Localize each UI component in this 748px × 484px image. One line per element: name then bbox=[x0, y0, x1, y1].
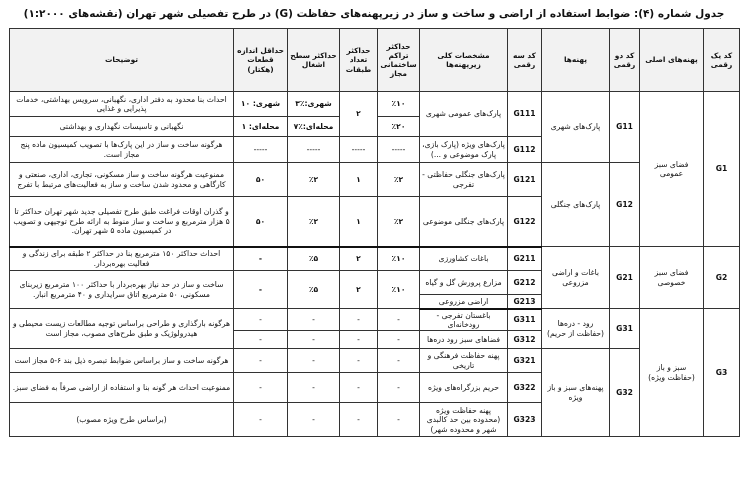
cell-g31-note: هرگونه بارگذاری و طراحی براساس توجیه مطالعات زیست محیطی و هیدرولوژیک و طبق طرح‌های مصوب، مجاز است bbox=[10, 309, 234, 349]
cell-g311-floors: - bbox=[340, 309, 378, 331]
header-code1: کد یک رقمی bbox=[704, 29, 740, 92]
cell-g212-density: ٪۱۰ bbox=[378, 271, 420, 309]
cell-g323-floors: - bbox=[340, 403, 378, 437]
cell-g122-min: ۵۰ bbox=[234, 197, 288, 247]
cell-g111-note-b: نگهبانی و تاسیسات نگهداری و بهداشتی bbox=[10, 117, 234, 137]
cell-g323-min: - bbox=[234, 403, 288, 437]
cell-g212-coverage: ٪۵ bbox=[288, 271, 340, 309]
cell-g321-min: - bbox=[234, 349, 288, 373]
header-zones: پهنه‌ها bbox=[542, 29, 610, 92]
cell-g31-code: G31 bbox=[610, 309, 640, 349]
cell-g112-note: هرگونه ساخت و ساز در این پارک‌ها با تصویب کمیسیون ماده پنج مجاز است. bbox=[10, 137, 234, 163]
cell-g11-coverage-a: شهری:٪۳ bbox=[288, 92, 340, 117]
cell-g11-floors: ۲ bbox=[340, 92, 378, 137]
cell-g323-note: (براساس طرح ویژه مصوب) bbox=[10, 403, 234, 437]
cell-g112-code: G112 bbox=[508, 137, 542, 163]
cell-g121-note: ممنوعیت هرگونه ساخت و ساز مسکونی، تجاری، اداری، صنعتی و کارگاهی و محدود شدن ساخت و ساز به فعالیت‌های مرتبط با تفرج bbox=[10, 163, 234, 197]
cell-g322-coverage: - bbox=[288, 373, 340, 403]
cell-g122-coverage: ٪۲ bbox=[288, 197, 340, 247]
cell-g322-spec: حریم بزرگراه‌های ویژه bbox=[420, 373, 508, 403]
table-title: جدول شماره (۴): ضوابط استفاده از اراضی و ساخت و ساز در زیرپهنه‌های حفاظت (G) در طرح تفصیلی شهر تهران (نقشه‌های ۱:۲۰۰۰) bbox=[23, 8, 725, 20]
cell-g323-spec: پهنه حفاظت ویژه (محدوده بین حد کالبدی شهر و محدوده شهر) bbox=[420, 403, 508, 437]
cell-g121-density: ٪۲ bbox=[378, 163, 420, 197]
cell-g21-name: باغات و اراضی مزروعی bbox=[542, 247, 610, 309]
cell-g112-coverage: ----- bbox=[288, 137, 340, 163]
cell-g323-density: - bbox=[378, 403, 420, 437]
table-row bbox=[10, 163, 740, 197]
cell-g311-density: - bbox=[378, 309, 420, 331]
cell-g32-code: G32 bbox=[610, 349, 640, 437]
cell-g3-code: G3 bbox=[704, 309, 740, 437]
zoning-table bbox=[9, 28, 740, 437]
cell-g2-name: فضای سبز خصوصی bbox=[640, 247, 704, 309]
cell-g321-note: هرگونه ساخت و ساز براساس ضوابط تبصره ذیل بند ۶-۵ مجاز است bbox=[10, 349, 234, 373]
cell-g311-spec: باغستان تفرجی - رودخانه‌ای bbox=[420, 309, 508, 331]
cell-g323-code: G323 bbox=[508, 403, 542, 437]
cell-g212-min: - bbox=[234, 271, 288, 309]
cell-g211-coverage: ٪۵ bbox=[288, 247, 340, 271]
header-spec: مشخصات کلی زیرپهنه‌ها bbox=[420, 29, 508, 92]
header-coverage: حداکثر سطح اشغال bbox=[288, 29, 340, 92]
cell-g311-code: G311 bbox=[508, 309, 542, 331]
cell-g11-min-a: شهری: ۱۰ bbox=[234, 92, 288, 117]
cell-g122-density: ٪۲ bbox=[378, 197, 420, 247]
table-row bbox=[10, 92, 740, 117]
cell-g12-name: پارک‌های جنگلی bbox=[542, 163, 610, 247]
header-floors: حداکثر تعداد طبقات bbox=[340, 29, 378, 92]
cell-g213-code: G213 bbox=[508, 295, 542, 309]
cell-g212-code: G212 bbox=[508, 271, 542, 295]
cell-g312-density: - bbox=[378, 331, 420, 349]
cell-g322-code: G322 bbox=[508, 373, 542, 403]
cell-g321-density: - bbox=[378, 349, 420, 373]
cell-g211-min: - bbox=[234, 247, 288, 271]
cell-g211-spec: باغات کشاورزی bbox=[420, 247, 508, 271]
cell-g322-note: ممنوعیت احداث هر گونه بنا و استفاده از اراضی صرفاً به فضای سبز. bbox=[10, 373, 234, 403]
cell-g12-code: G12 bbox=[610, 163, 640, 247]
cell-g312-coverage: - bbox=[288, 331, 340, 349]
cell-g311-min: - bbox=[234, 309, 288, 331]
header-min-area: حداقل اندازه قطعات (هکتار) bbox=[234, 29, 288, 92]
cell-g212-spec: مزارع پرورش گل و گیاه bbox=[420, 271, 508, 295]
cell-g111-density-b: ٪۲۰ bbox=[378, 117, 420, 137]
cell-g213-spec: اراضی مزروعی bbox=[420, 295, 508, 309]
cell-g322-density: - bbox=[378, 373, 420, 403]
cell-g322-floors: - bbox=[340, 373, 378, 403]
header-main-zone: پهنه‌های اصلی bbox=[640, 29, 704, 92]
cell-g111-density-a: ٪۱۰ bbox=[378, 92, 420, 117]
cell-g122-spec: پارک‌های جنگلی موضوعی bbox=[420, 197, 508, 247]
cell-g111-note-a: احداث بنا محدود به دفتر اداری، نگهبانی، سرویس بهداشتی، خدمات پذیرایی و غذایی bbox=[10, 92, 234, 117]
cell-g322-min: - bbox=[234, 373, 288, 403]
cell-g312-spec: فضاهای سبز رود دره‌ها bbox=[420, 331, 508, 349]
cell-g321-floors: - bbox=[340, 349, 378, 373]
cell-g32-name: پهنه‌های سبز و باز ویژه bbox=[542, 349, 610, 437]
cell-g211-floors: ۲ bbox=[340, 247, 378, 271]
cell-g212-floors: ۲ bbox=[340, 271, 378, 309]
cell-g312-code: G312 bbox=[508, 331, 542, 349]
header-notes: توضیحات bbox=[10, 29, 234, 92]
cell-g122-floors: ۱ bbox=[340, 197, 378, 247]
cell-g112-density: ----- bbox=[378, 137, 420, 163]
cell-g121-coverage: ٪۲ bbox=[288, 163, 340, 197]
cell-g321-coverage: - bbox=[288, 349, 340, 373]
cell-g211-density: ٪۱۰ bbox=[378, 247, 420, 271]
cell-g121-min: ۵۰ bbox=[234, 163, 288, 197]
cell-g211-code: G211 bbox=[508, 247, 542, 271]
cell-g31-name: رود - دره‌ها (حفاظت از حریم) bbox=[542, 309, 610, 349]
cell-g11-coverage-b: محله‌ای:٪۷ bbox=[288, 117, 340, 137]
cell-g121-floors: ۱ bbox=[340, 163, 378, 197]
cell-g3-name: سبز و باز (حفاظت ویژه) bbox=[640, 309, 704, 437]
cell-g112-floors: ----- bbox=[340, 137, 378, 163]
cell-g112-spec: پارک‌های ویژه (پارک بازی، پارک موضوعی و ...) bbox=[420, 137, 508, 163]
cell-g11-min-b: محله‌ای: ۱ bbox=[234, 117, 288, 137]
table-row bbox=[10, 247, 740, 271]
cell-g1-code: G1 bbox=[704, 92, 740, 247]
cell-g122-note: و گذران اوقات فراغت طبق طرح تفصیلی جدید شهر تهران حداکثر تا ۵ هزار مترمربع و ساخت و ساز منوط به ارائه طرح توجیهی و تصویب در کمیسیون ماده ۵ شهر تهران. bbox=[10, 197, 234, 247]
cell-g2-code: G2 bbox=[704, 247, 740, 309]
table-row bbox=[10, 309, 740, 331]
cell-g312-min: - bbox=[234, 331, 288, 349]
header-code2: کد دو رقمی bbox=[610, 29, 640, 92]
header-row bbox=[10, 29, 740, 92]
cell-g121-code: G121 bbox=[508, 163, 542, 197]
cell-g211-note: احداث حداکثر ۱۵۰ مترمربع بنا در حداکثر ۲ طبقه برای زندگی و فعالیت بهره‌بردار. bbox=[10, 247, 234, 271]
cell-g321-spec: پهنه حفاظت فرهنگی و تاریخی bbox=[420, 349, 508, 373]
cell-g11-code: G11 bbox=[610, 92, 640, 163]
header-code3: کد سه رقمی bbox=[508, 29, 542, 92]
cell-g321-code: G321 bbox=[508, 349, 542, 373]
cell-g121-spec: پارک‌های جنگلی حفاظتی - تفرجی bbox=[420, 163, 508, 197]
cell-g323-coverage: - bbox=[288, 403, 340, 437]
cell-g1-name: فضای سبز عمومی bbox=[640, 92, 704, 247]
cell-g312-floors: - bbox=[340, 331, 378, 349]
cell-g111-code: G111 bbox=[508, 92, 542, 137]
cell-g11-name: پارک‌های شهری bbox=[542, 92, 610, 163]
cell-g122-code: G122 bbox=[508, 197, 542, 247]
cell-g21-code: G21 bbox=[610, 247, 640, 309]
cell-g212-note: ساخت و ساز در حد نیاز بهره‌بردار با حداکثر ۱۰۰ مترمربع زیربنای مسکونی، ۵۰ مترمربع اتاق سرایداری و ۴۰ مترمربع انبار. bbox=[10, 271, 234, 309]
cell-g112-min: ----- bbox=[234, 137, 288, 163]
table-row bbox=[10, 349, 740, 373]
cell-g111-spec: پارک‌های عمومی شهری bbox=[420, 92, 508, 137]
header-density: حداکثر تراکم ساختمانی مجاز bbox=[378, 29, 420, 92]
cell-g311-coverage: - bbox=[288, 309, 340, 331]
